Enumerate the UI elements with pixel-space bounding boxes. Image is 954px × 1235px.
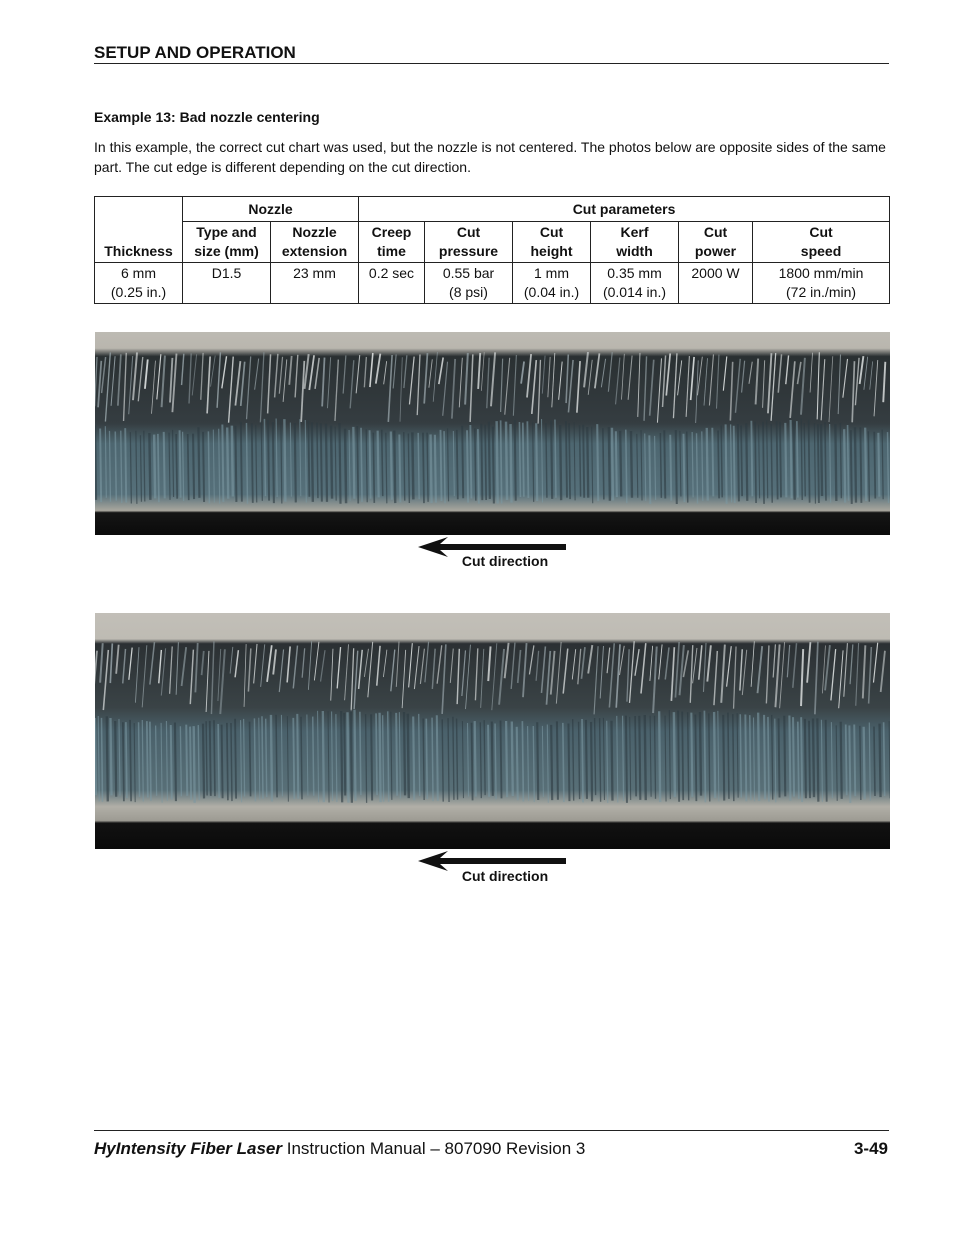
cell-thickness: 6 mm (0.25 in.) xyxy=(95,263,183,304)
footer-rule xyxy=(94,1130,889,1131)
cell-cut-speed: 1800 mm/min (72 in./min) xyxy=(753,263,890,304)
cut-direction-caption-2: Cut direction xyxy=(461,868,549,884)
intro-paragraph: In this example, the correct cut chart was used, but the nozzle is not centered. The photos below are opposite sides of the same part. The cut edge is different depending on the cut direction. xyxy=(94,139,886,175)
header-type-size: Type and size (mm) xyxy=(183,222,271,263)
section-header: SETUP AND OPERATION xyxy=(94,43,889,64)
header-thickness: Thickness xyxy=(95,197,183,263)
cut-direction-caption-1: Cut direction xyxy=(461,553,549,569)
header-cut-power: Cut power xyxy=(679,222,753,263)
cell-creep-time: 0.2 sec xyxy=(359,263,425,304)
example-title: Example 13: Bad nozzle centering xyxy=(94,109,320,125)
cut-edge-photo-2 xyxy=(95,613,890,849)
cell-cut-pressure: 0.55 bar (8 psi) xyxy=(425,263,513,304)
header-nozzle-group: Nozzle xyxy=(183,197,359,222)
cell-cut-power: 2000 W xyxy=(679,263,753,304)
cut-edge-photo-1 xyxy=(95,332,890,535)
page-number: 3-49 xyxy=(853,1139,888,1158)
header-cut-pressure: Cut pressure xyxy=(425,222,513,263)
header-kerf-width: Kerf width xyxy=(591,222,679,263)
header-creep-time: Creep time xyxy=(359,222,425,263)
cell-kerf-width: 0.35 mm (0.014 in.) xyxy=(591,263,679,304)
header-cut-parameters-group: Cut parameters xyxy=(359,197,890,222)
header-cut-speed: Cut speed xyxy=(753,222,890,263)
footer-doc: Instruction Manual – 807090 Revision 3 xyxy=(286,1139,586,1158)
footer-title xyxy=(94,1139,585,1159)
cell-cut-height: 1 mm (0.04 in.) xyxy=(513,263,591,304)
cell-type-size: D1.5 xyxy=(183,263,271,304)
cell-nozzle-extension: 23 mm xyxy=(271,263,359,304)
cut-edge-photo-1-image xyxy=(95,332,890,535)
table-row xyxy=(95,263,890,304)
footer-brand: HyIntensity Fiber Laser xyxy=(94,1139,283,1158)
header-nozzle-extension: Nozzle extension xyxy=(271,222,359,263)
cut-edge-photo-2-image xyxy=(95,613,890,849)
cut-parameters-table xyxy=(94,196,890,304)
header-cut-height: Cut height xyxy=(513,222,591,263)
